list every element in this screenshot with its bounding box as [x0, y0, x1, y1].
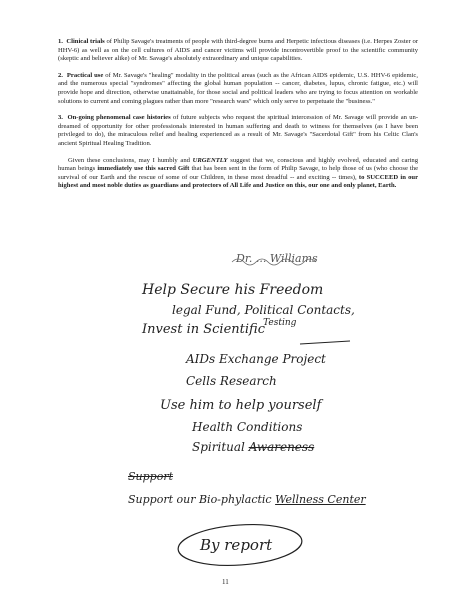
closing-part3: that has been sent in the form of Philip Savage, to help those of us (who choose the survival of our Earth and the rescue of some of our Children, in these most dreadful -- and exciting -- times),: [58, 165, 418, 181]
signature-oval: [177, 521, 303, 570]
closing-part1: Given these conclusions, may I humbly and: [68, 156, 190, 164]
handwritten-line-10b: Wellness Center: [275, 493, 366, 506]
page-number: 11: [222, 578, 229, 586]
handwritten-line-2: legal Fund, Political Contacts,: [172, 303, 355, 317]
closing-immediately: immediately use this sacred Gift: [97, 165, 190, 173]
handwritten-line-3b: Testing: [263, 318, 297, 328]
closing-part2: suggest that we, conscious and highly evolved, educated and caring human beings: [58, 156, 418, 173]
handwritten-line-5: Cells Research: [186, 374, 277, 388]
handwritten-top-scribble: Dr. ... Williams: [236, 252, 318, 265]
item-1-heading: Clinical trials: [66, 38, 105, 45]
handwritten-line-4: AIDs Exchange Project: [186, 352, 326, 366]
scribble-mark: [232, 259, 316, 265]
item-3-number: 3.: [58, 114, 63, 122]
handwritten-line-7: Health Conditions: [192, 420, 303, 434]
item-2-number: 2.: [58, 71, 63, 79]
item-3-heading: On-going phenomenal case histories: [67, 114, 171, 122]
item-1-body: of Philip Savage's treatments of people with third-degree burns and Herpetic infectious diseases (i.e. Herpes Zoster or HHV-6) as well as on the cell cultures of AIDS and cancer victims will provide incontrovertible proof to the scientific community (skeptic and believer alike) of Mr. Savage's absolutely extraordinary and unique capabilities.: [58, 38, 419, 63]
closing-succeed: to SUCCEED in our highest and most noble duties as guardians and protectors of All Life and Justice on this, our one and only planet, Earth.: [58, 173, 418, 190]
handwritten-line-3a: Invest in Scientific: [142, 322, 265, 337]
handwritten-signature: By report: [200, 536, 273, 554]
handwritten-line-1: Help Secure his Freedom: [142, 282, 324, 298]
closing-urgently: URGENTLY: [192, 156, 228, 164]
handwritten-line-6: Use him to help yourself: [160, 398, 322, 413]
item-2-body: of Mr. Savage's "healing" modality in the political areas (such as the African AIDS epidemic, U.S. HHV-6 epidemic, and the numerous special "syndromes" affecting the global human population -- cancer, diabetes, lupus, chronic fatigue, etc.) will provide hope and direction, otherwise unattainable, for those social and political leaders who are trying to focus attention on workable solutions to current and coming plagues rather than more "research wars" which only serve to perpetuate the "business.": [58, 71, 418, 105]
handwritten-line-8a: Spiritual: [192, 440, 245, 454]
handwritten-line-8b: Awareness: [248, 440, 315, 454]
item-3-body: of future subjects who request the spiritual intercession of Mr. Savage will provide an un-dreamed of opportunity for other professionals interested in human suffering and death to witness for themselves (as I have been privileged to do), the miraculous relief and healing experienced as a result of Mr. Savage's "Sacerdotal Gift" from his Celtic Clan's ancient Spiritual Healing Tradition.: [58, 114, 419, 147]
handwritten-line-10a: Support our Bio-phylactic: [128, 493, 272, 506]
strike-mark: [300, 341, 350, 344]
handwritten-line-9: Support: [128, 470, 174, 483]
item-2-heading: Practical use: [66, 71, 104, 79]
item-1-number: 1.: [58, 38, 63, 45]
